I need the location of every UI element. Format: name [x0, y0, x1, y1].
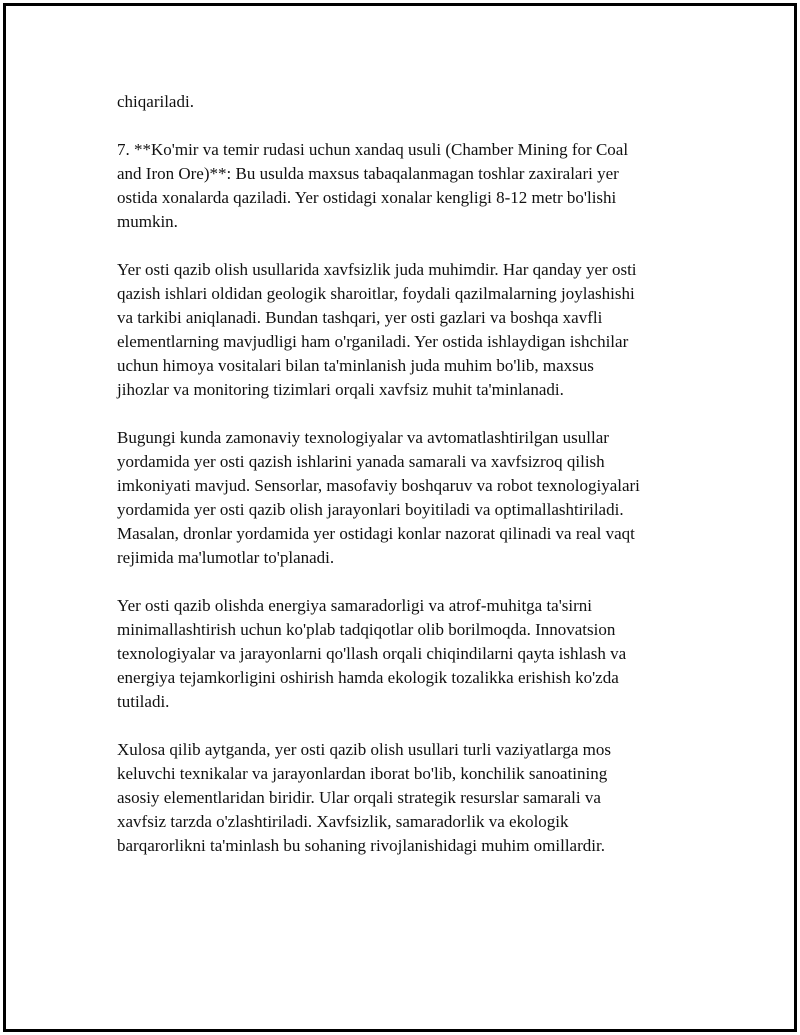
- paragraph-energy: Yer osti qazib olishda energiya samaradorligi va atrof-muhitga ta'sirni minimallashtirish uchun ko'plab tadqiqotlar olib borilmoqda. Innovatsion texnologiyalar va jarayonlarni qo'llash orqali chiqindilarni qayta ishlash va energiya tejamkorligini oshirish hamda ekologik tozalikka erishish ko'zda tutiladi.: [117, 596, 627, 711]
- paragraph-technology: Bugungi kunda zamonaviy texnologiyalar va avtomatlashtirilgan usullar yordamida yer osti qazish ishlarini yanada samarali va xavfsizroq qilish imkoniyati mavjud. Sensorlar, masofaviy boshqaruv va robot texnologiyalari yordamida yer osti qazib olish jarayonlari boyitiladi va optimallashtiriladi. Masalan, dronlar yordamida yer ostidagi konlar nazorat qilinadi va real vaqt rejimida ma'lumotlar to'planadi.: [117, 428, 640, 567]
- paragraph-conclusion: Xulosa qilib aytganda, yer osti qazib olish usullari turli vaziyatlarga mos keluvchi texnikalar va jarayonlardan iborat bo'lib, konchilik sanoatining asosiy elementlaridan biridir. Ular orqali strategik resurslar samarali va xavfsiz tarzda o'zlashtiriladi. Xavfsizlik, samaradorlik va ekologik barqarorlikni ta'minlash bu sohaning rivojlanishidagi muhim omillardir.: [117, 740, 611, 855]
- document-body: [117, 90, 707, 882]
- paragraph-safety: Yer osti qazib olish usullarida xavfsizlik juda muhimdir. Har qanday yer osti qazish ishlari oldidan geologik sharoitlar, foydali qazilmalarning joylashishi va tarkibi aniqlanadi. Bundan tashqari, yer osti gazlari va boshqa xavfli elementlarning mavjudligi ham o'rganiladi. Yer ostida ishlaydigan ishchilar uchun himoya vositalari bilan ta'minlanish juda muhim bo'lib, maxsus jihozlar va monitoring tizimlari orqali xavfsiz muhit ta'minlanadi.: [117, 260, 637, 399]
- paragraph-continuation: chiqariladi.: [117, 92, 194, 111]
- paragraph-list-item-7: 7. **Ko'mir va temir rudasi uchun xandaq usuli (Chamber Mining for Coal and Iron Ore)**: Bu usulda maxsus tabaqalanmagan toshlar zaxiralari yer ostida xonalarda qaziladi. Yer ostidagi xonalar kengligi 8-12 metr bo'lishi mumkin.: [117, 140, 629, 231]
